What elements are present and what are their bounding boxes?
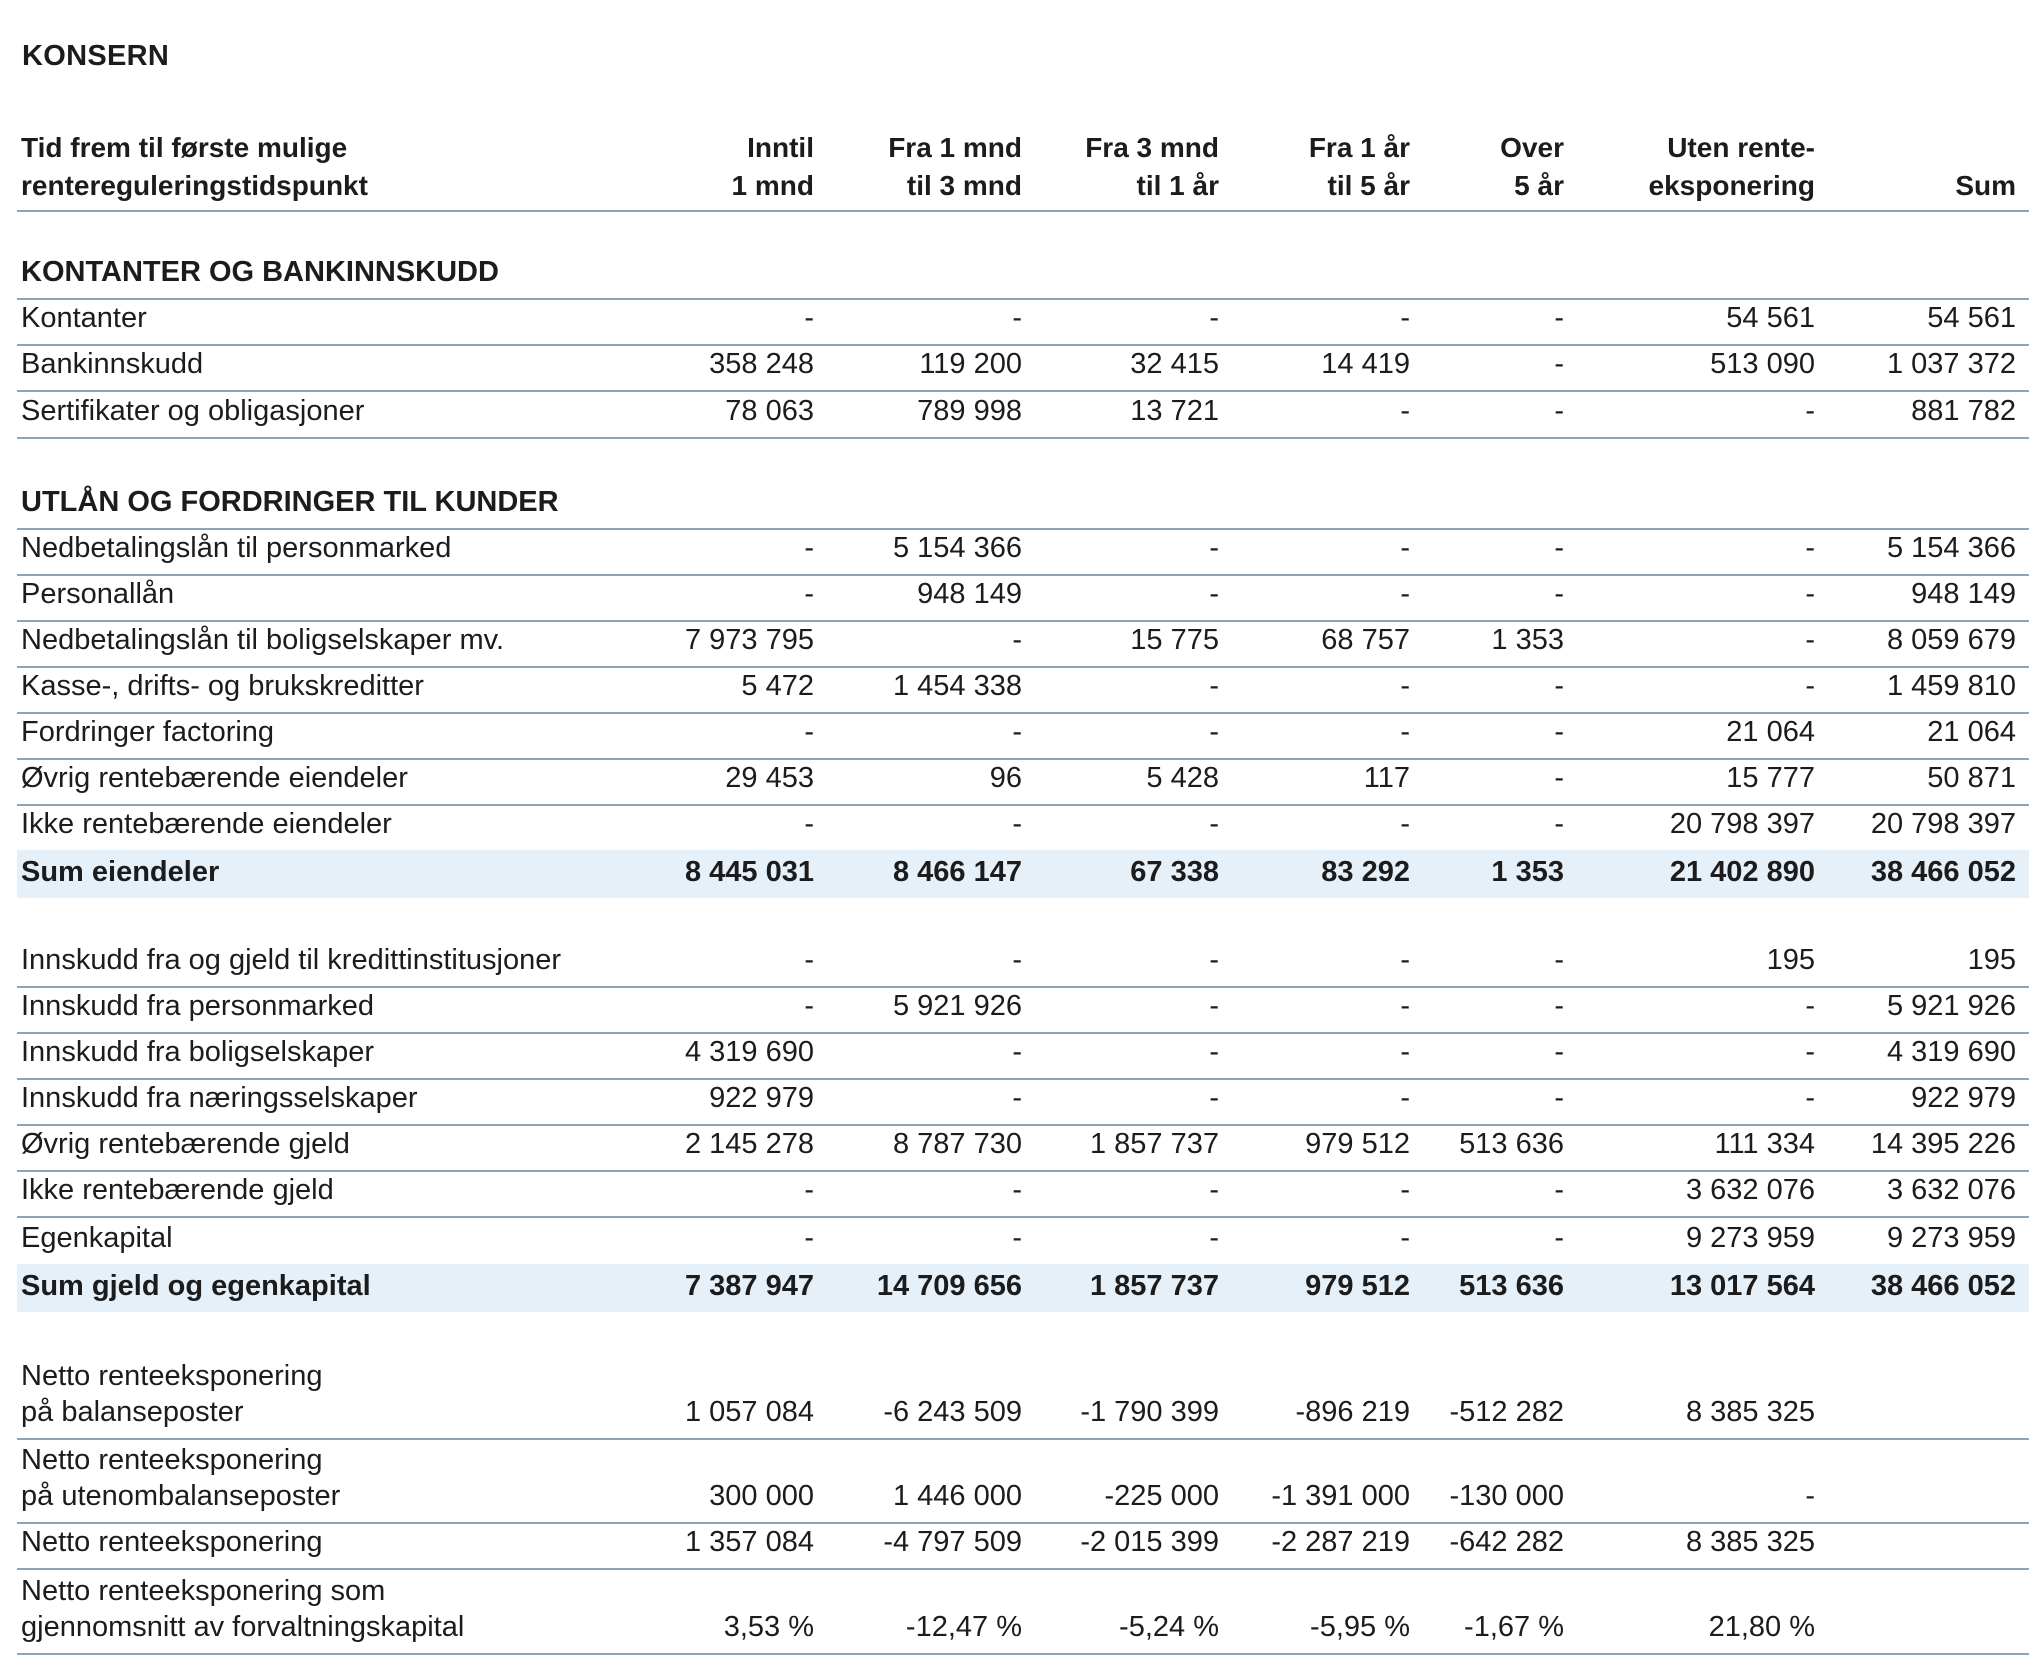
value-cell: 948 149	[1911, 578, 2016, 610]
row-label: Innskudd fra og gjeld til kredittinstitusjoner	[21, 944, 562, 976]
header-label-line: Tid frem til første mulige	[21, 132, 348, 163]
value-cell: -12,47 %	[905, 1611, 1022, 1643]
row-label: Fordringer factoring	[21, 716, 275, 748]
value-cell: -	[1012, 1174, 1022, 1206]
row-label: Innskudd fra boligselskaper	[21, 1036, 375, 1068]
row-label: Sum eiendeler	[21, 856, 220, 888]
value-cell: -	[804, 1222, 814, 1254]
value-cell: -	[1400, 302, 1410, 334]
row-label-line: på balanseposter	[21, 1396, 244, 1428]
value-cell: 881 782	[1911, 395, 2016, 427]
value-cell: 1 446 000	[892, 1480, 1022, 1512]
page-title: KONSERN	[22, 40, 170, 72]
value-cell: 119 200	[919, 348, 1022, 380]
value-cell: -	[1209, 1082, 1219, 1114]
value-cell: -	[1805, 578, 1815, 610]
value-cell: 1 459 810	[1886, 670, 2016, 702]
value-cell: 14 709 656	[876, 1270, 1022, 1302]
column-header-line: til 5 år	[1327, 170, 1410, 201]
value-cell: -	[1554, 302, 1564, 334]
value-cell: 5 154 366	[892, 532, 1022, 564]
section-title: KONTANTER OG BANKINNSKUDD	[21, 256, 499, 288]
row-label-line: Netto renteeksponering	[21, 1360, 323, 1392]
table-row	[17, 1524, 2029, 1570]
value-cell: 1 357 084	[684, 1526, 814, 1558]
value-cell: -	[804, 808, 814, 840]
value-cell: -	[1012, 716, 1022, 748]
value-cell: 5 921 926	[1886, 990, 2016, 1022]
row-label: Sum gjeld og egenkapital	[21, 1270, 371, 1302]
value-cell: -	[1554, 944, 1564, 976]
value-cell: -	[804, 944, 814, 976]
section-title: UTLÅN OG FORDRINGER TIL KUNDER	[21, 486, 559, 518]
value-cell: 1 057 084	[684, 1396, 814, 1428]
value-cell: 14 395 226	[1870, 1128, 2016, 1160]
value-cell: -	[1400, 716, 1410, 748]
value-cell: 54 561	[1726, 302, 1815, 334]
value-cell: 4 319 690	[1886, 1036, 2016, 1068]
column-header-line: eksponering	[1648, 170, 1815, 201]
row-label: Øvrig rentebærende gjeld	[21, 1128, 350, 1160]
column-header-line: Fra 1 mnd	[888, 132, 1022, 163]
value-cell: -	[1209, 670, 1219, 702]
value-cell: -	[1012, 1036, 1022, 1068]
section-heading	[17, 484, 2029, 530]
value-cell: 20 798 397	[1669, 808, 1815, 840]
table-row	[17, 393, 2029, 439]
value-cell: -	[1012, 624, 1022, 656]
column-header-line: til 1 år	[1136, 170, 1219, 201]
sum-row	[17, 850, 2029, 898]
row-label: Innskudd fra næringsselskaper	[21, 1082, 418, 1114]
value-cell: -	[1209, 532, 1219, 564]
value-cell: 20 798 397	[1870, 808, 2016, 840]
value-cell: 21 402 890	[1669, 856, 1815, 888]
value-cell: -	[1400, 944, 1410, 976]
value-cell: -	[1554, 1082, 1564, 1114]
value-cell: -6 243 509	[883, 1396, 1022, 1428]
value-cell: 513 090	[1710, 348, 1815, 380]
value-cell: -	[1805, 1480, 1815, 1512]
value-cell: 15 775	[1130, 624, 1219, 656]
value-cell: 5 921 926	[892, 990, 1022, 1022]
table-row	[17, 1172, 2029, 1218]
value-cell: 8 787 730	[892, 1128, 1022, 1160]
value-cell: -	[804, 578, 814, 610]
value-cell: 1 353	[1491, 856, 1564, 888]
value-cell: 1 037 372	[1886, 348, 2016, 380]
value-cell: 8 385 325	[1685, 1526, 1815, 1558]
table-row	[17, 576, 2029, 622]
table-row	[17, 1218, 2029, 1264]
value-cell: 1 857 737	[1089, 1270, 1219, 1302]
value-cell: 67 338	[1130, 856, 1219, 888]
value-cell: -	[1554, 990, 1564, 1022]
value-cell: -	[804, 302, 814, 334]
value-cell: -	[1012, 944, 1022, 976]
value-cell: 1 353	[1491, 624, 1564, 656]
value-cell: 8 466 147	[892, 856, 1022, 888]
value-cell: 979 512	[1305, 1128, 1410, 1160]
column-header-line: Fra 3 mnd	[1085, 132, 1219, 163]
value-cell: -	[1400, 1082, 1410, 1114]
table-row	[17, 1442, 2029, 1524]
value-cell: 922 979	[709, 1082, 814, 1114]
value-cell: 68 757	[1321, 624, 1410, 656]
value-cell: -	[1805, 670, 1815, 702]
value-cell: 117	[1363, 762, 1410, 794]
value-cell: 358 248	[709, 348, 814, 380]
value-cell: -	[1805, 990, 1815, 1022]
value-cell: -	[1400, 670, 1410, 702]
value-cell: 111 334	[1714, 1128, 1815, 1160]
value-cell: -	[1209, 808, 1219, 840]
value-cell: 38 466 052	[1870, 856, 2016, 888]
column-header-line: 5 år	[1514, 170, 1564, 201]
row-label: Netto renteeksponering	[21, 1526, 323, 1558]
column-header-line: Over	[1500, 132, 1564, 163]
value-cell: 195	[1766, 944, 1815, 976]
value-cell: -	[1209, 990, 1219, 1022]
value-cell: -	[1012, 808, 1022, 840]
row-label: Kontanter	[21, 302, 147, 334]
table-row	[17, 1358, 2029, 1440]
value-cell: -512 282	[1449, 1396, 1564, 1428]
value-cell: -	[1400, 578, 1410, 610]
row-label: Øvrig rentebærende eiendeler	[21, 762, 408, 794]
sum-row	[17, 1264, 2029, 1312]
value-cell: 96	[989, 762, 1022, 794]
row-label: Nedbetalingslån til boligselskaper mv.	[21, 624, 505, 656]
value-cell: 922 979	[1911, 1082, 2016, 1114]
value-cell: -5,24 %	[1119, 1611, 1219, 1643]
value-cell: 5 472	[741, 670, 814, 702]
row-label-line: på utenombalanseposter	[21, 1480, 341, 1512]
row-label-line: Netto renteeksponering	[21, 1444, 323, 1476]
value-cell: 2 145 278	[684, 1128, 814, 1160]
value-cell: 3 632 076	[1685, 1174, 1815, 1206]
column-header-line: til 3 mnd	[906, 170, 1022, 201]
row-label: Bankinnskudd	[21, 348, 204, 380]
value-cell: 948 149	[917, 578, 1022, 610]
value-cell: -225 000	[1104, 1480, 1219, 1512]
value-cell: -	[1554, 532, 1564, 564]
header-label	[21, 129, 368, 205]
column-header-line: 1 mnd	[731, 170, 814, 201]
value-cell: 83 292	[1321, 856, 1410, 888]
value-cell: -	[1012, 302, 1022, 334]
value-cell: -	[1805, 395, 1815, 427]
value-cell: 8 385 325	[1685, 1396, 1815, 1428]
table-header	[17, 125, 2029, 212]
value-cell: -	[1554, 808, 1564, 840]
value-cell: -130 000	[1449, 1480, 1564, 1512]
table-row	[17, 1034, 2029, 1080]
value-cell: 9 273 959	[1685, 1222, 1815, 1254]
value-cell: 15 777	[1726, 762, 1815, 794]
value-cell: -	[1554, 716, 1564, 748]
row-label	[21, 1573, 464, 1645]
value-cell: -	[1554, 1174, 1564, 1206]
header-label-line: rentereguleringstidspunkt	[21, 170, 368, 201]
value-cell: 78 063	[725, 395, 814, 427]
value-cell: 513 636	[1459, 1270, 1564, 1302]
value-cell: -	[1554, 670, 1564, 702]
value-cell: -	[1805, 1082, 1815, 1114]
value-cell: -	[1400, 1174, 1410, 1206]
section-heading	[17, 254, 2029, 300]
column-header-line: Fra 1 år	[1308, 132, 1410, 163]
value-cell: 54 561	[1927, 302, 2016, 334]
column-header-line: Sum	[1955, 170, 2016, 201]
value-cell: -	[1209, 1222, 1219, 1254]
row-label: Nedbetalingslån til personmarked	[21, 532, 452, 564]
value-cell: -	[1209, 302, 1219, 334]
value-cell: -1 391 000	[1271, 1480, 1410, 1512]
value-cell: -	[1400, 808, 1410, 840]
value-cell: 1 857 737	[1089, 1128, 1219, 1160]
table-row	[17, 1573, 2029, 1655]
value-cell: -	[1805, 1036, 1815, 1068]
table-row	[17, 760, 2029, 806]
value-cell: 8 445 031	[684, 856, 814, 888]
column-header-line: Uten rente-	[1667, 132, 1815, 163]
value-cell: 5 428	[1146, 762, 1219, 794]
value-cell: 7 973 795	[684, 624, 814, 656]
value-cell: 3 632 076	[1886, 1174, 2016, 1206]
value-cell: 5 154 366	[1886, 532, 2016, 564]
row-label: Personallån	[21, 578, 175, 610]
table-row	[17, 988, 2029, 1034]
value-cell: -	[804, 990, 814, 1022]
value-cell: 7 387 947	[684, 1270, 814, 1302]
value-cell: -896 219	[1295, 1396, 1410, 1428]
table-row	[17, 530, 2029, 576]
value-cell: 13 721	[1130, 395, 1219, 427]
value-cell: -	[804, 716, 814, 748]
row-label: Ikke rentebærende gjeld	[21, 1174, 334, 1206]
value-cell: 300 000	[709, 1480, 814, 1512]
row-label-line: gjennomsnitt av forvaltningskapital	[21, 1611, 465, 1643]
column-header-line: Inntil	[747, 132, 814, 163]
table-row	[17, 346, 2029, 392]
value-cell: -	[1400, 1036, 1410, 1068]
value-cell: -	[1554, 578, 1564, 610]
value-cell: 21 064	[1726, 716, 1815, 748]
value-cell: -	[1209, 716, 1219, 748]
row-label-line: Netto renteeksponering som	[21, 1575, 386, 1607]
value-cell: -	[1554, 348, 1564, 380]
value-cell: -	[1805, 624, 1815, 656]
value-cell: 14 419	[1321, 348, 1410, 380]
value-cell: 3,53 %	[723, 1611, 814, 1643]
value-cell: -	[1400, 1222, 1410, 1254]
value-cell: -	[1554, 1036, 1564, 1068]
value-cell: 789 998	[917, 395, 1022, 427]
value-cell: -	[1400, 395, 1410, 427]
value-cell: -1 790 399	[1080, 1396, 1219, 1428]
value-cell: -	[1400, 532, 1410, 564]
row-label: Innskudd fra personmarked	[21, 990, 375, 1022]
row-label	[21, 1358, 322, 1430]
value-cell: 50 871	[1927, 762, 2016, 794]
column-header	[574, 129, 814, 205]
row-label: Sertifikater og obligasjoner	[21, 395, 365, 427]
value-cell: -	[1400, 990, 1410, 1022]
value-cell: -	[804, 532, 814, 564]
value-cell: 21 064	[1927, 716, 2016, 748]
value-cell: -	[1554, 762, 1564, 794]
value-cell: -	[1554, 1222, 1564, 1254]
value-cell: 8 059 679	[1886, 624, 2016, 656]
value-cell: -2 015 399	[1080, 1526, 1219, 1558]
value-cell: -	[1209, 1174, 1219, 1206]
row-label	[21, 1442, 340, 1514]
value-cell: 1 454 338	[892, 670, 1022, 702]
value-cell: -	[1209, 1036, 1219, 1068]
table-row	[17, 668, 2029, 714]
value-cell: -	[804, 1174, 814, 1206]
column-header-line	[1776, 129, 2016, 167]
value-cell: -1,67 %	[1464, 1611, 1564, 1643]
row-label: Egenkapital	[21, 1222, 173, 1254]
table-row	[17, 622, 2029, 668]
value-cell: 195	[1967, 944, 2016, 976]
value-cell: 9 273 959	[1886, 1222, 2016, 1254]
value-cell: -	[1805, 532, 1815, 564]
value-cell: -	[1209, 578, 1219, 610]
value-cell: 513 636	[1459, 1128, 1564, 1160]
table-row	[17, 1126, 2029, 1172]
value-cell: 29 453	[725, 762, 814, 794]
value-cell: 38 466 052	[1870, 1270, 2016, 1302]
value-cell: 21,80 %	[1708, 1611, 1815, 1643]
row-label: Ikke rentebærende eiendeler	[21, 808, 392, 840]
table-row	[17, 942, 2029, 988]
row-label: Kasse-, drifts- og brukskreditter	[21, 670, 424, 702]
value-cell: -	[1554, 395, 1564, 427]
value-cell: -5,95 %	[1310, 1611, 1410, 1643]
value-cell: -	[1012, 1082, 1022, 1114]
table-row	[17, 1080, 2029, 1126]
table-row	[17, 804, 2029, 850]
value-cell: -	[1209, 944, 1219, 976]
table-row	[17, 300, 2029, 346]
value-cell: -642 282	[1449, 1526, 1564, 1558]
value-cell: -2 287 219	[1271, 1526, 1410, 1558]
value-cell: 13 017 564	[1669, 1270, 1815, 1302]
value-cell: -	[1012, 1222, 1022, 1254]
column-header	[1776, 129, 2016, 205]
table-row	[17, 714, 2029, 760]
value-cell: 4 319 690	[684, 1036, 814, 1068]
column-header	[1324, 129, 1564, 205]
value-cell: -4 797 509	[883, 1526, 1022, 1558]
value-cell: 32 415	[1130, 348, 1219, 380]
value-cell: 979 512	[1305, 1270, 1410, 1302]
